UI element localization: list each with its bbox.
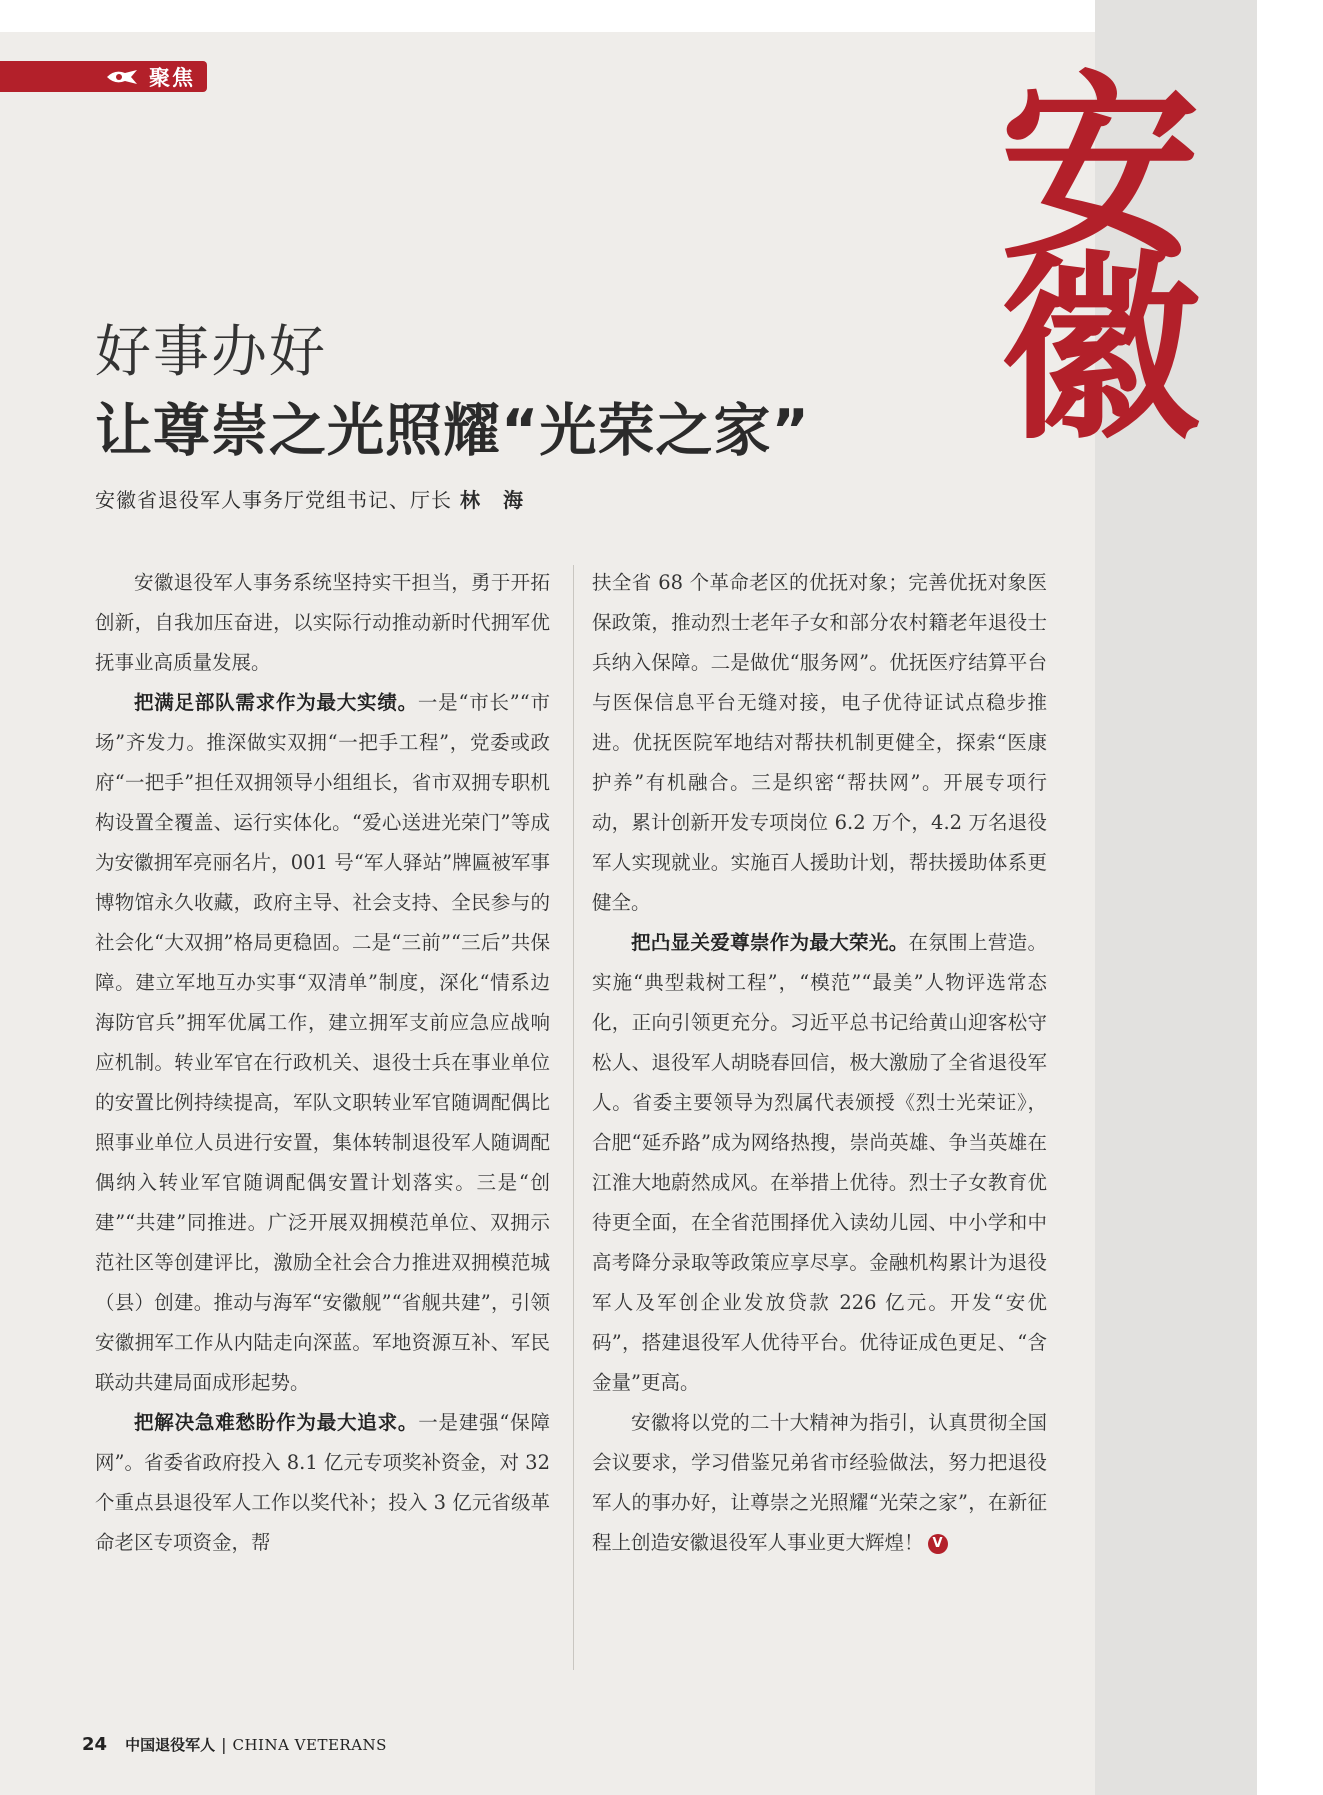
region-char-1: 安: [999, 52, 1200, 287]
byline: [95, 484, 531, 513]
left-column: [95, 563, 550, 1563]
paragraph: 安徽退役军人事务系统坚持实干担当，勇于开拓创新，自我加压奋进，以实际行动推动新时代拥军优抚事业高质量发展。: [95, 571, 550, 674]
end-mark-icon: V: [928, 1534, 948, 1554]
paragraph: 安徽将以党的二十大精神为指引，认真贯彻全国会议要求，学习借鉴兄弟省市经验做法，努力把退役军人的事办好，让尊崇之光照耀“光荣之家”，在新征程上创造安徽退役军人事业更大辉煌！ V: [592, 1411, 1047, 1554]
region-char-2: 徽: [999, 232, 1200, 467]
article-subtitle: 好事办好: [95, 320, 327, 385]
page-margin: [1257, 0, 1323, 1795]
right-column: [592, 563, 1047, 1563]
author-name: 林 海: [460, 488, 531, 512]
paragraph: 把凸显关爱尊崇作为最大荣光。在氛围上营造。实施“典型栽树工程”，“模范”“最美”人物评选常态化，正向引领更充分。习近平总书记给黄山迎客松守松人、退役军人胡晓春回信，极大激励了全省退役军人。省委主要领导为烈属代表颁授《烈士光荣证》，合肥“延乔路”成为网络热搜，崇尚英雄、争当英雄在江淮大地蔚然成风。在举措上优待。烈士子女教育优待更全面，在全省范围择优入读幼儿园、中小学和中高考降分录取等政策应享尽享。金融机构累计为退役军人及军创企业发放贷款 226 亿元。开发“安优码”，搭建退役军人优待平台。优待证成色更足、“含金量”更高。: [592, 931, 1047, 1394]
column-divider: [573, 565, 574, 1670]
section-tag: [0, 61, 207, 92]
magazine-name-cn: 中国退役军人: [125, 1736, 216, 1754]
paragraph: 把解决急难愁盼作为最大追求。一是建强“保障网”。省委省政府投入 8.1 亿元专项奖补资金，对 32 个重点县退役军人工作以奖代补；投入 3 亿元省级革命老区专项资金，帮: [95, 1411, 550, 1554]
paragraph-lead: 把满足部队需求作为最大实绩。: [134, 691, 418, 714]
page-footer: [82, 1734, 387, 1755]
footer-separator: |: [221, 1735, 227, 1754]
magazine-name-en: CHINA VETERANS: [232, 1735, 387, 1754]
paragraph: 把满足部队需求作为最大实绩。一是“市长”“市场”齐发力。推深做实双拥“一把手工程”，党委或政府“一把手”担任双拥领导小组组长，省市双拥专职机构设置全覆盖、运行实体化。“爱心送进光荣门”等成为安徽拥军亮丽名片，001 号“军人驿站”牌匾被军事博物馆永久收藏，政府主导、社会支持、全民参与的社会化“大双拥”格局更稳固。二是“三前”“三后”共保障。建立军地互办实事“双清单”制度，深化“情系边海防官兵”拥军优属工作，建立拥军支前应急应战响应机制。转业军官在行政机关、退役士兵在事业单位的安置比例持续提高，军队文职转业军官随调配偶比照事业单位人员进行安置，集体转制退役军人随调配偶纳入转业军官随调配偶安置计划落实。三是“创建”“共建”同推进。广泛开展双拥模范单位、双拥示范社区等创建评比，激励全社会合力推进双拥模范城（县）创建。推动与海军“安徽舰”“省舰共建”，引领安徽拥军工作从内陆走向深蓝。军地资源互补、军民联动共建局面成形起势。: [95, 691, 550, 1394]
paragraph-lead: 把凸显关爱尊崇作为最大荣光。: [631, 931, 909, 954]
article-title: 让尊崇之光照耀“光荣之家”: [95, 398, 810, 464]
section-logo-icon: [105, 67, 139, 87]
author-role: 安徽省退役军人事务厅党组书记、厅长: [95, 488, 452, 512]
page-number: 24: [82, 1734, 108, 1755]
paragraph: 扶全省 68 个革命老区的优抚对象；完善优抚对象医保政策，推动烈士老年子女和部分农村籍老年退役士兵纳入保障。二是做优“服务网”。优抚医疗结算平台与医保信息平台无缝对接，电子优待证试点稳步推进。优抚医院军地结对帮扶机制更健全，探索“医康护养”有机融合。三是织密“帮扶网”。开展专项行动，累计创新开发专项岗位 6.2 万个，4.2 万名退役军人实现就业。实施百人援助计划，帮扶援助体系更健全。: [592, 571, 1047, 914]
paragraph-lead: 把解决急难愁盼作为最大追求。: [134, 1411, 419, 1434]
section-tag-label: 聚焦: [149, 65, 195, 90]
